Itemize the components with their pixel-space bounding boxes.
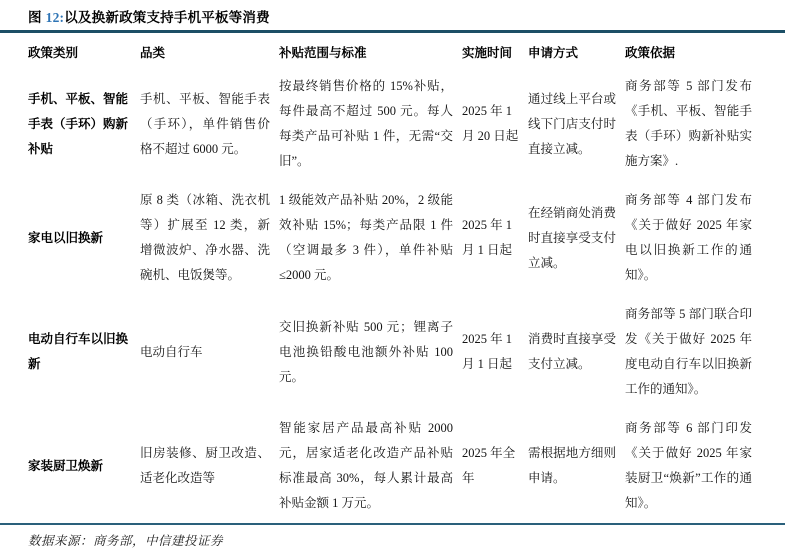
cell-time: 2025 年 1 月 20 日起 (462, 104, 519, 143)
figure-title-text: 以及换新政策支持手机平板等消费 (64, 10, 270, 25)
table-row (28, 295, 761, 409)
cell-basis: 商务部等 5 部门联合印发《关于做好 2025 年度电动自行车以旧换新工作的通知》。 (625, 307, 752, 396)
cell-scope: 按最终销售价格的 15%补贴，每件最高不超过 500 元。每人每类产品可补贴 1 件，无需“交旧”。 (279, 79, 453, 168)
policy-table (0, 33, 785, 523)
cell-apply: 消费时直接享受支付立减。 (528, 332, 616, 371)
figure-number: 12: (45, 10, 65, 25)
column-header-basis: 政策依据 (625, 46, 676, 60)
column-header-scope: 补贴范围与标准 (279, 46, 367, 60)
cell-apply: 通过线上平台或线下门店支付时直接立减。 (528, 91, 616, 156)
cell-basis: 商务部等 5 部门发布《手机、平板、智能手表（手环）购新补贴实施方案》. (625, 79, 752, 168)
column-header-apply: 申请方式 (528, 46, 579, 60)
column-header-category: 政策类别 (28, 46, 79, 60)
table-row (28, 67, 761, 181)
cell-items: 电动自行车 (140, 344, 203, 359)
table-header-row (28, 33, 761, 67)
cell-apply: 在经销商处消费时直接享受支付立减。 (528, 205, 616, 270)
cell-scope: 1 级能效产品补贴 20%，2 级能效补贴 15%；每类产品限 1 件（空调最多 3 件），单件补贴≤2000 元。 (279, 193, 453, 282)
cell-basis: 商务部等 6 部门印发《关于做好 2025 年家装厨卫“焕新”工作的通知》。 (625, 421, 752, 510)
cell-category: 家装厨卫焕新 (28, 458, 104, 473)
table-row (28, 409, 761, 523)
data-source-note: 数据来源：商务部，中信建投证券 (28, 534, 224, 548)
cell-items: 原 8 类（冰箱、洗衣机等）扩展至 12 类，新增微波炉、净水器、洗碗机、电饭煲等。 (140, 193, 270, 282)
figure-label: 图 (28, 10, 46, 25)
cell-items: 旧房装修、厨卫改造、适老化改造等 (140, 446, 270, 485)
cell-scope: 智能家居产品最高补贴 2000 元，居家适老化改造产品补贴标准最高 30%，每人累计最高补贴金额 1 万元。 (279, 421, 453, 510)
column-header-time: 实施时间 (462, 46, 513, 60)
cell-scope: 交旧换新补贴 500 元；锂离子电池换铅酸电池额外补贴 100 元。 (279, 319, 453, 384)
figure-title (0, 0, 785, 30)
cell-category: 家电以旧换新 (28, 230, 104, 245)
column-header-items: 品类 (140, 46, 166, 60)
cell-items: 手机、平板、智能手表（手环），单件销售价格不超过 6000 元。 (140, 91, 270, 156)
table-row (28, 181, 761, 295)
cell-time: 2025 年 1 月 1 日起 (462, 218, 513, 257)
cell-apply: 需根据地方细则申请。 (528, 446, 616, 485)
cell-time: 2025 年全年 (462, 446, 516, 485)
cell-category: 手机、平板、智能手表（手环）购新补贴 (28, 91, 129, 156)
cell-basis: 商务部等 4 部门发布《关于做好 2025 年家电以旧换新工作的通知》。 (625, 193, 752, 282)
cell-time: 2025 年 1 月 1 日起 (462, 332, 513, 371)
cell-category: 电动自行车以旧换新 (28, 332, 129, 371)
